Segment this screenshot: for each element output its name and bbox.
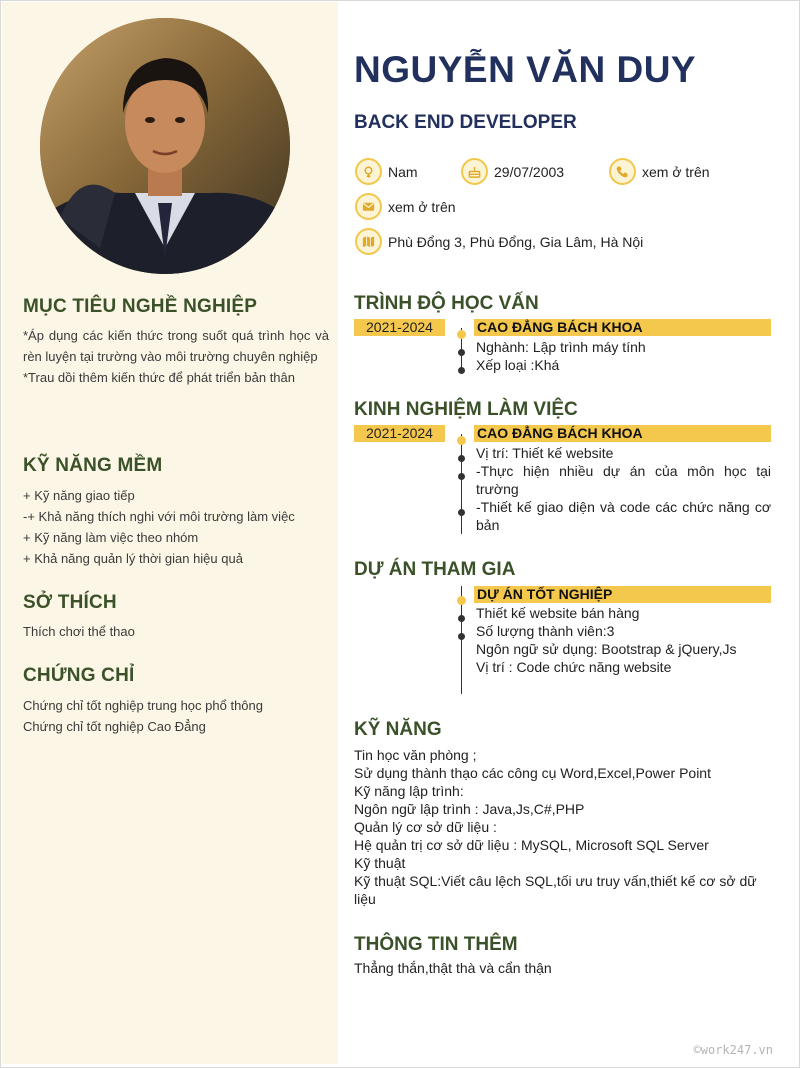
timeline-dot [458, 509, 465, 516]
phone-icon [609, 158, 636, 185]
skill-line: Kỹ năng lập trình: [354, 783, 464, 799]
skills-title: KỸ NĂNG [354, 719, 442, 740]
skill-line: Ngôn ngữ lập trình : Java,Js,C#,PHP [354, 801, 585, 817]
experience-company: CAO ĐẲNG BÁCH KHOA [474, 425, 771, 442]
project-name: DỰ ÁN TỐT NGHIỆP [474, 586, 771, 603]
gender-info [355, 158, 418, 185]
soft-skill-item: + Khả năng quản lý thời gian hiệu quả [23, 551, 243, 566]
sidebar [2, 2, 338, 1064]
email-info [355, 193, 456, 220]
full-name: NGUYỄN VĂN DUY [354, 49, 697, 90]
experience-date: 2021-2024 [354, 425, 445, 442]
person-portrait-icon [40, 18, 290, 274]
gender-icon [355, 158, 382, 185]
experience-task: -Thiết kế giao diện và code các chức năng cơ bản [476, 499, 771, 533]
address-info [355, 228, 643, 255]
education-school: CAO ĐẲNG BÁCH KHOA [474, 319, 771, 336]
soft-skill-item: -+ Khả năng thích nghi với môi trường làm việc [23, 509, 295, 524]
skill-line: Quản lý cơ sở dữ liệu : [354, 819, 497, 835]
certificates-title: CHỨNG CHỈ [23, 665, 135, 686]
project-members: Số lượng thành viên:3 [476, 623, 615, 639]
skill-line: Kỹ thuật SQL:Viết câu lệch SQL,tối ưu truy vấn,thiết kế cơ sở dữ liệu [354, 873, 757, 907]
project-description: Thiết kế website bán hàng [476, 605, 640, 621]
phone-info [609, 158, 710, 185]
timeline-dot [457, 596, 466, 605]
soft-skills-title: KỸ NĂNG MỀM [23, 455, 163, 476]
gender-value: Nam [388, 163, 418, 180]
timeline-dot [457, 330, 466, 339]
certificate-item: Chứng chỉ tốt nghiệp Cao Đẳng [23, 719, 206, 734]
education-date: 2021-2024 [354, 319, 445, 336]
objective-title: MỤC TIÊU NGHỀ NGHIỆP [23, 296, 258, 317]
certificate-item: Chứng chỉ tốt nghiệp trung học phổ thông [23, 698, 263, 713]
education-grade: Xếp loại :Khá [476, 357, 560, 373]
cake-icon [461, 158, 488, 185]
timeline-dot [458, 367, 465, 374]
skill-line: Tin học văn phòng ; [354, 747, 477, 763]
birthday-info [461, 158, 564, 185]
skill-line: Kỹ thuật [354, 855, 406, 871]
timeline-dot [458, 615, 465, 622]
certificates-section [23, 665, 329, 737]
hobbies-text: Thích chơi thể thao [23, 624, 135, 639]
experience-position: Vị trí: Thiết kế website [476, 445, 614, 461]
soft-skill-item: + Kỹ năng giao tiếp [23, 488, 135, 503]
projects-title: DỰ ÁN THAM GIA [354, 559, 516, 580]
objective-line: *Trau dồi thêm kiến thức để phát triển bản thân [23, 370, 295, 385]
mail-icon [355, 193, 382, 220]
job-title: BACK END DEVELOPER [354, 112, 577, 133]
objective-section [23, 296, 329, 388]
map-icon [355, 228, 382, 255]
skill-line: Sử dụng thành thạo các công cụ Word,Excel,Power Point [354, 765, 711, 781]
timeline-dot [458, 349, 465, 356]
education-title: TRÌNH ĐỘ HỌC VẤN [354, 293, 539, 314]
objective-line: *Áp dụng các kiến thức trong suốt quá trình học và rèn luyện tại trường vào môi trường chuyên nghiệp [23, 328, 329, 364]
skills-list [354, 746, 778, 908]
timeline-dot [458, 455, 465, 462]
soft-skills-section [23, 455, 329, 569]
watermark: ©work247.vn [693, 1043, 773, 1057]
education-major: Nghành: Lập trình máy tính [476, 339, 646, 355]
project-languages: Ngôn ngữ sử dụng: Bootstrap & jQuery,Js [476, 641, 737, 657]
timeline-dot [458, 473, 465, 480]
hobbies-section [23, 592, 329, 642]
experience-title: KINH NGHIỆM LÀM VIỆC [354, 399, 578, 420]
timeline-dot [457, 436, 466, 445]
email-value: xem ở trên [388, 198, 456, 215]
hobbies-title: SỞ THÍCH [23, 592, 117, 613]
profile-photo [40, 18, 290, 274]
address-value: Phù Đổng 3, Phù Đổng, Gia Lâm, Hà Nội [388, 233, 644, 250]
skill-line: Hệ quản trị cơ sở dữ liệu : MySQL, Microsoft SQL Server [354, 837, 709, 853]
phone-value: xem ở trên [642, 163, 710, 180]
experience-timeline [461, 434, 462, 534]
soft-skill-item: + Kỹ năng làm việc theo nhóm [23, 530, 199, 545]
extra-info-text: Thẳng thắn,thật thà và cẩn thận [354, 960, 552, 976]
timeline-dot [458, 633, 465, 640]
extra-info-title: THÔNG TIN THÊM [354, 934, 518, 955]
project-position: Vị trí : Code chức năng website [476, 659, 672, 675]
main-content [338, 2, 794, 1064]
experience-task: -Thực hiện nhiều dự án của môn học tại trường [476, 463, 771, 497]
birthday-value: 29/07/2003 [494, 163, 565, 180]
